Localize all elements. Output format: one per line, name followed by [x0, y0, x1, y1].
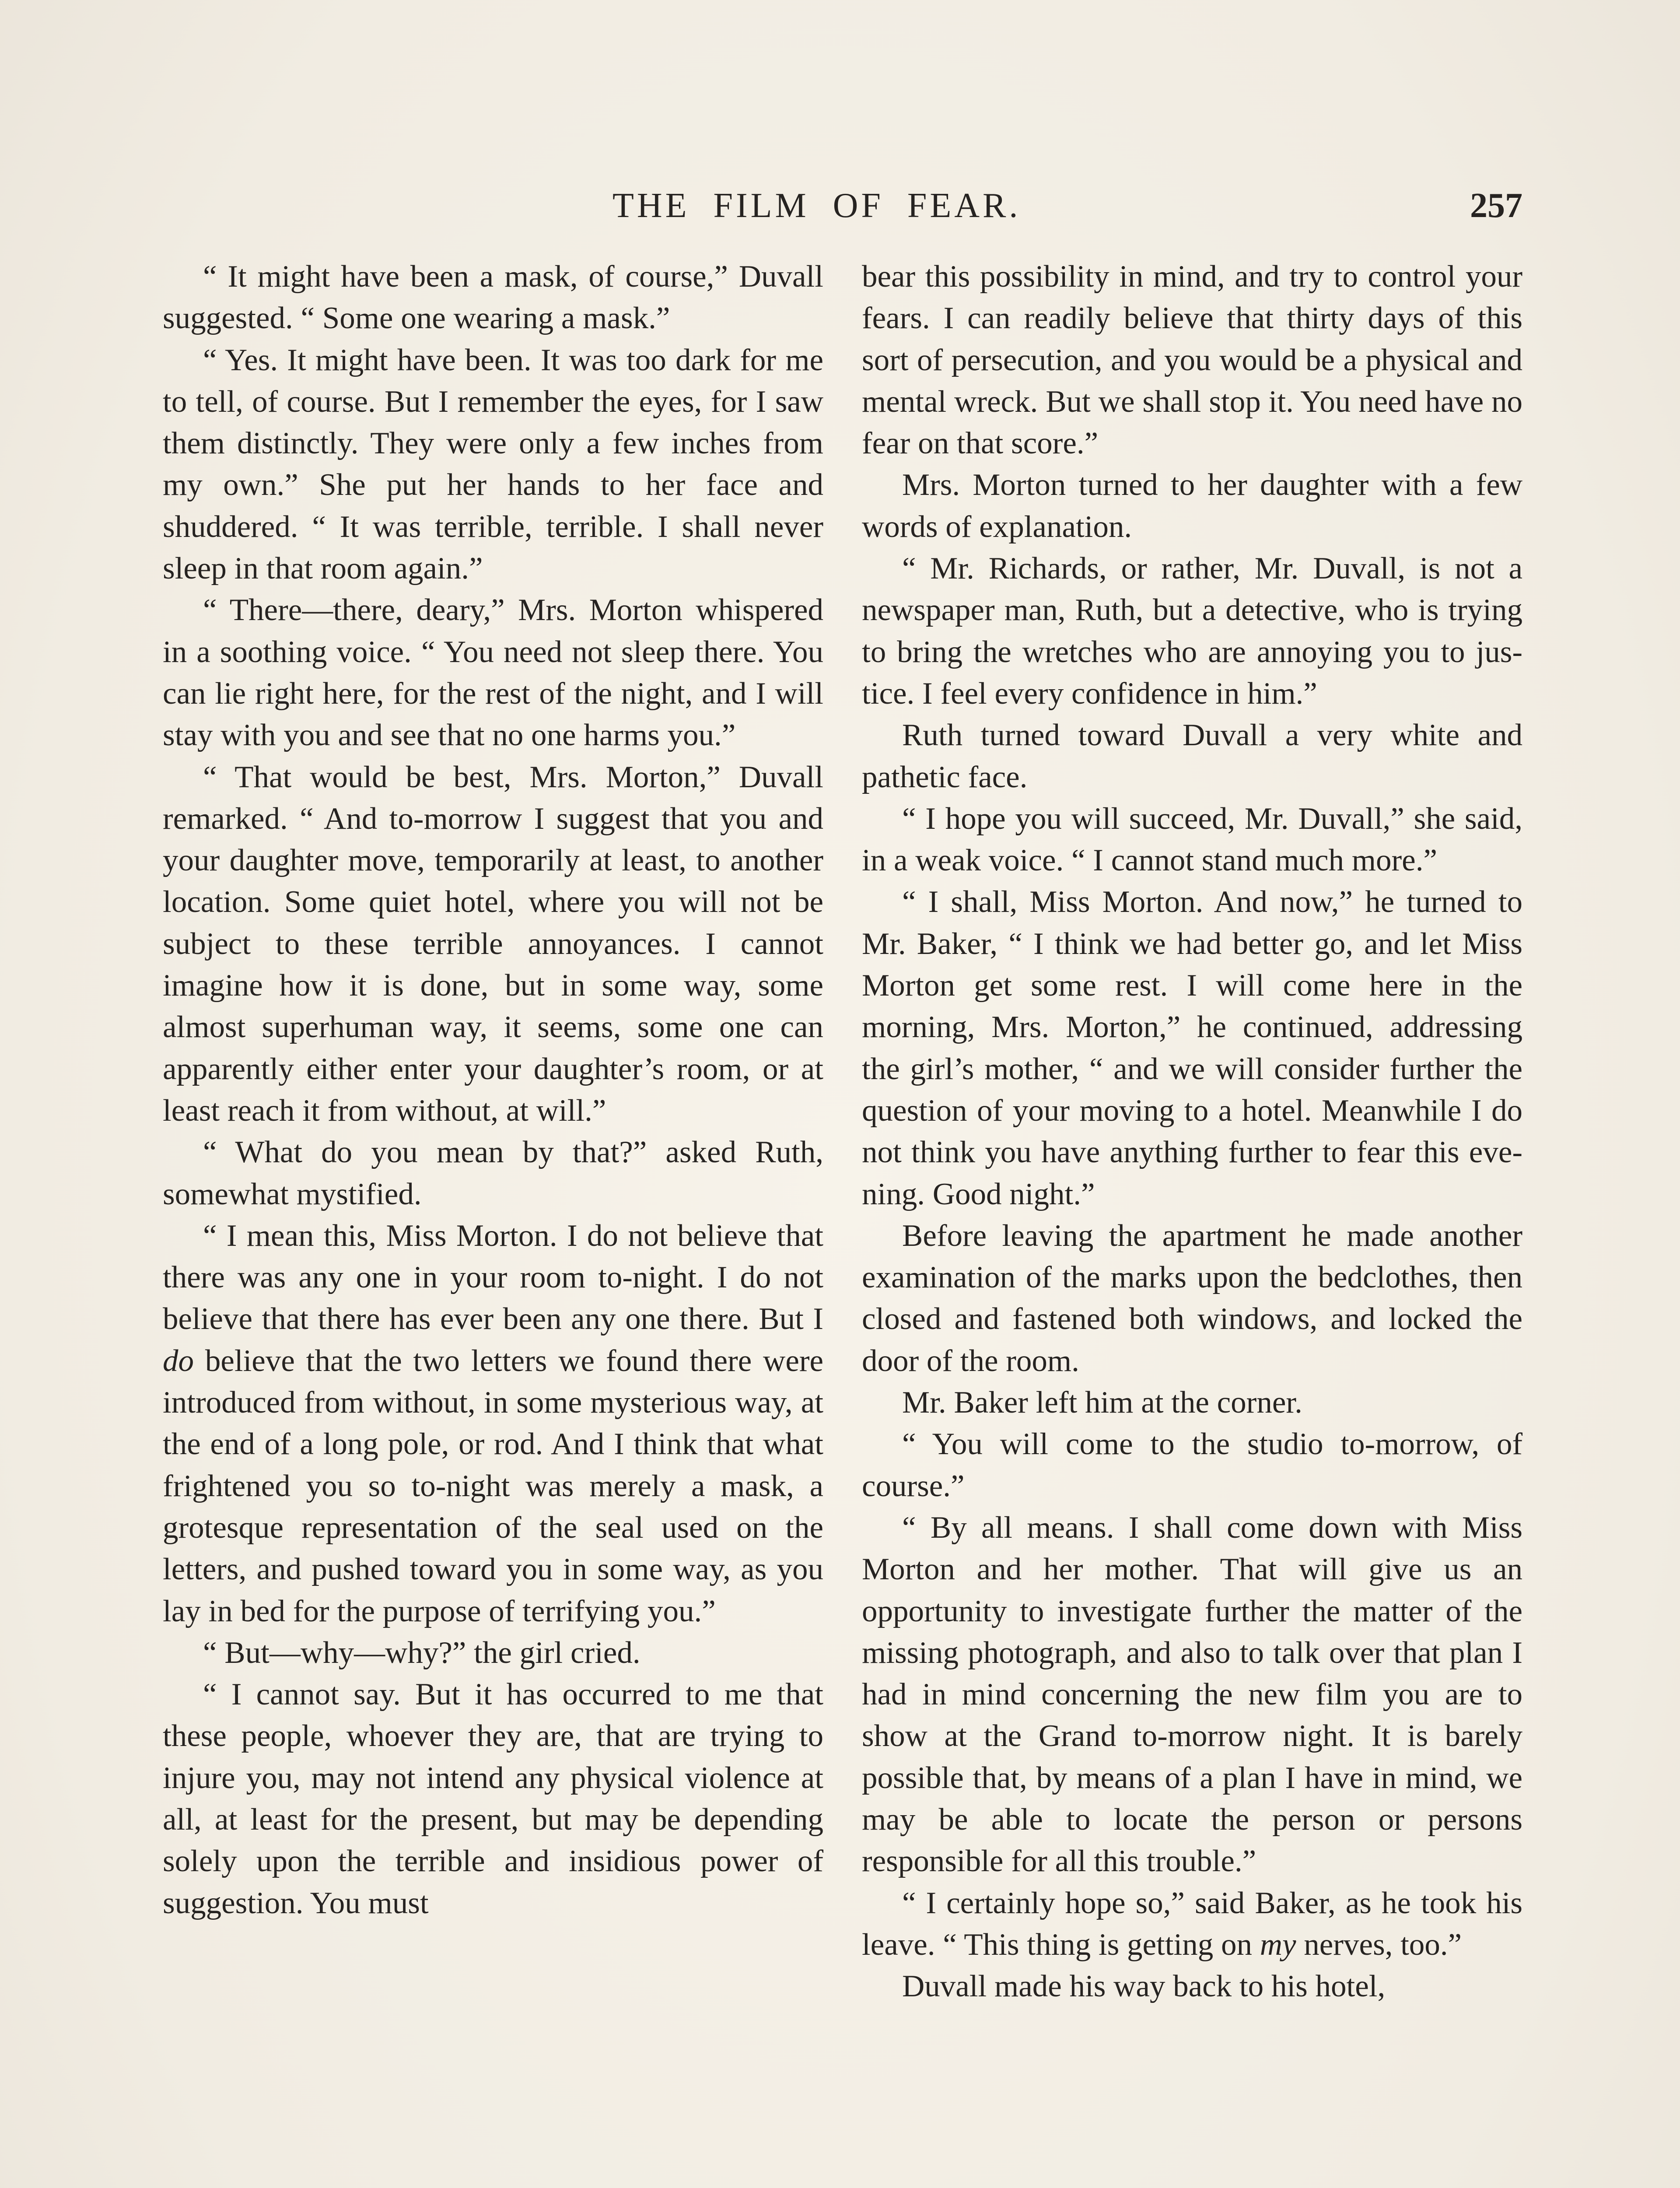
- paragraph-text: Mr. Baker left him at the corner.: [902, 1385, 1302, 1420]
- paragraph-text: Mrs. Morton turned to her daughter with a few words of explanation.: [862, 468, 1522, 544]
- paragraph: [163, 589, 823, 756]
- paragraph-text: “ By all means. I shall come down with Miss Morton and her mother. That will give us an opportunity to investigate further the matter of the missing photograph, and also to talk over that plan I had in mind concerning the new film you are to show at the Grand to-morrow night. It is barely possible that, by means of a plan I have in mind, we may be able to locate the person or persons responsible for all this trouble.”: [862, 1510, 1522, 1879]
- paragraph: [862, 256, 1522, 464]
- left-text-column: [163, 256, 823, 1924]
- paragraph: [163, 1674, 823, 1924]
- paragraph-text: “ It might have been a mask, of course,” Duvall suggested. “ Some one wearing a mask.”: [163, 259, 823, 336]
- right-text-column: [862, 256, 1522, 2007]
- paragraph-text: “ But—why—why?” the girl cried.: [203, 1635, 640, 1670]
- paragraph: [862, 881, 1522, 1215]
- paragraph-text: Ruth turned toward Duvall a very white and pathetic face.: [862, 718, 1522, 794]
- paragraph-text: “ I mean this, Miss Morton. I do not believe that there was any one in your room to-night. I do not believe that there has ever been any one there. But I: [163, 1218, 823, 1336]
- paragraph-text: nerves, too.”: [1296, 1927, 1462, 1962]
- paragraph: [862, 1424, 1522, 1507]
- paragraph: [862, 548, 1522, 715]
- paragraph-text: “ Mr. Richards, or rather, Mr. Duvall, is not a newspaper man, Ruth, but a detective, who is trying to bring the wretches who are annoying you to justice. I feel every confidence in him.”: [862, 551, 1522, 711]
- paragraph-text: “ I hope you will succeed, Mr. Duvall,” she said, in a weak voice. “ I cannot stand much more.”: [862, 801, 1522, 878]
- paragraph-text: “ I shall, Miss Morton. And now,” he turned to Mr. Baker, “ I think we had better go, and let Miss Morton get some rest. I will come here in the morning, Mrs. Morton,” he continued, addressing the girl’s mother, “ and we will consider further the question of your moving to a hotel. Meanwhile I do not think you have anything further to fear this evening. Good night.”: [862, 885, 1522, 1211]
- emphasis-text: do: [163, 1343, 194, 1378]
- running-header: [612, 184, 1522, 241]
- page-number: 257: [1470, 186, 1522, 225]
- running-title: THE FILM OF FEAR.: [612, 186, 1021, 225]
- paragraph: [163, 1632, 823, 1674]
- paragraph: [862, 715, 1522, 798]
- paragraph: [163, 256, 823, 340]
- emphasis-text: my: [1260, 1927, 1296, 1962]
- paragraph: [862, 1382, 1522, 1424]
- paragraph: [862, 1215, 1522, 1382]
- paragraph-text: Before leaving the apartment he made another examination of the marks upon the bedclothes, then closed and fastened both windows, and locked the door of the room.: [862, 1218, 1522, 1378]
- paragraph-text: “ Yes. It might have been. It was too dark for me to tell, of course. But I remember the eyes, for I saw them distinctly. They were only a few inches from my own.” She put her hands to her face and shuddered. “ It was terrible, terrible. I shall never sleep in that room again.”: [163, 343, 823, 586]
- paragraph: [862, 798, 1522, 882]
- paragraph-text: “ That would be best, Mrs. Morton,” Duvall remarked. “ And to-morrow I suggest that you and your daughter move, temporarily at least, to another location. Some quiet hotel, where you will not be subject to these terrible annoyances. I cannot imagine how it is done, but in some way, some almost superhuman way, it seems, some one can apparently either enter your daughter’s room, or at least reach it from without, at will.”: [163, 760, 823, 1128]
- paragraph-text: “ What do you mean by that?” asked Ruth, somewhat mystified.: [163, 1135, 823, 1211]
- paragraph: [862, 1507, 1522, 1883]
- paragraph: [163, 757, 823, 1132]
- paragraph-text: “ I certainly hope so,” said Baker, as he took his leave. “ This thing is getting on: [862, 1886, 1522, 1962]
- paragraph: [862, 1883, 1522, 1966]
- paragraph: [163, 1215, 823, 1632]
- paragraph-text: “ I cannot say. But it has occurred to me that these people, whoever they are, that are trying to injure you, may not intend any physical violence at all, at least for the present, but may be depending solely upon the terrible and insidious power of suggestion. You must: [163, 1677, 823, 1920]
- paragraph: [163, 1132, 823, 1215]
- paragraph: [862, 464, 1522, 548]
- paragraph-text: “ You will come to the studio to-morrow, of course.”: [862, 1427, 1522, 1503]
- paragraph-text: bear this possibility in mind, and try to control your fears. I can readily believe that thirty days of this sort of persecution, and you would be a physical and mental wreck. But we shall stop it. You need have no fear on that score.”: [862, 259, 1522, 461]
- paragraph-text: Duvall made his way back to his hotel,: [902, 1969, 1386, 2004]
- paragraph: [862, 1966, 1522, 2007]
- paragraph: [163, 340, 823, 590]
- paragraph-text: “ There—there, deary,” Mrs. Morton whispered in a soothing voice. “ You need not sleep there. You can lie right here, for the rest of the night, and I will stay with you and see that no one harms you.”: [163, 593, 823, 753]
- paragraph-text: believe that the two letters we found there were introduced from without, in some mysterious way, at the end of a long pole, or rod. And I think that what frightened you so to-night was merely a mask, a grotesque representation of the seal used on the letters, and pushed toward you in some way, as you lay in bed for the purpose of terrifying you.”: [163, 1343, 823, 1628]
